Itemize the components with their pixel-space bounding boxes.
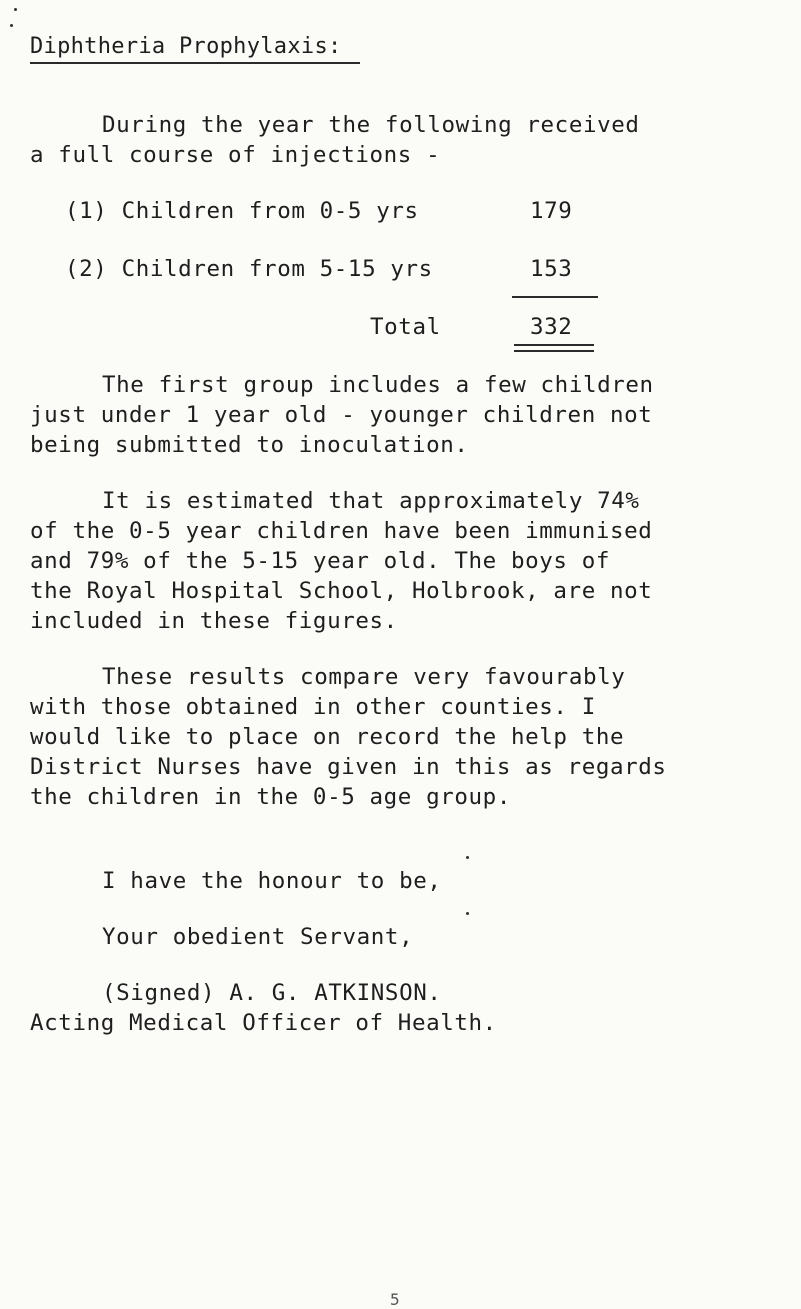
- page-number: 5: [390, 1290, 401, 1309]
- intro-line-1: During the year the following received: [102, 112, 640, 138]
- closing-honour: I have the honour to be,: [102, 868, 442, 894]
- paragraph-3-line: District Nurses have given in this as regards: [30, 754, 667, 780]
- signatory-title: Acting Medical Officer of Health.: [30, 1010, 497, 1036]
- paragraph-3-line: would like to place on record the help the: [30, 724, 625, 750]
- paragraph-2-line: included in these figures.: [30, 608, 398, 634]
- total-rule-1: [514, 344, 594, 346]
- scan-mark: [466, 912, 469, 915]
- paragraph-1-line: just under 1 year old - younger children not: [30, 402, 653, 428]
- paragraph-3-line: the children in the 0-5 age group.: [30, 784, 511, 810]
- paragraph-3-line: with those obtained in other counties. I: [30, 694, 596, 720]
- total-rule-2: [514, 350, 594, 352]
- paragraph-2-line: of the 0-5 year children have been immunised: [30, 518, 653, 544]
- table-row-label: (2) Children from 5-15 yrs: [65, 256, 433, 282]
- subtotal-rule: [512, 296, 598, 298]
- intro-line-2: a full course of injections -: [30, 142, 441, 168]
- table-row-value: 153: [530, 256, 573, 282]
- closing-servant: Your obedient Servant,: [102, 924, 414, 950]
- heading-underline: [30, 62, 360, 64]
- paragraph-2-line: It is estimated that approximately 74%: [102, 488, 640, 514]
- paragraph-3-line: These results compare very favourably: [102, 664, 626, 690]
- signature-line: (Signed) A. G. ATKINSON.: [102, 980, 442, 1006]
- scan-mark: [14, 8, 17, 11]
- table-row-value: 179: [530, 198, 573, 224]
- paragraph-2-line: the Royal Hospital School, Holbrook, are not: [30, 578, 653, 604]
- paragraph-1-line: being submitted to inoculation.: [30, 432, 469, 458]
- table-row-label: (1) Children from 0-5 yrs: [65, 198, 419, 224]
- scan-mark: [466, 856, 469, 859]
- total-value: 332: [530, 314, 573, 340]
- paragraph-2-line: and 79% of the 5-15 year old. The boys of: [30, 548, 610, 574]
- total-label: Total: [370, 314, 441, 340]
- page-heading: Diphtheria Prophylaxis:: [30, 34, 342, 59]
- scan-mark: [10, 24, 13, 27]
- paragraph-1-line: The first group includes a few children: [102, 372, 654, 398]
